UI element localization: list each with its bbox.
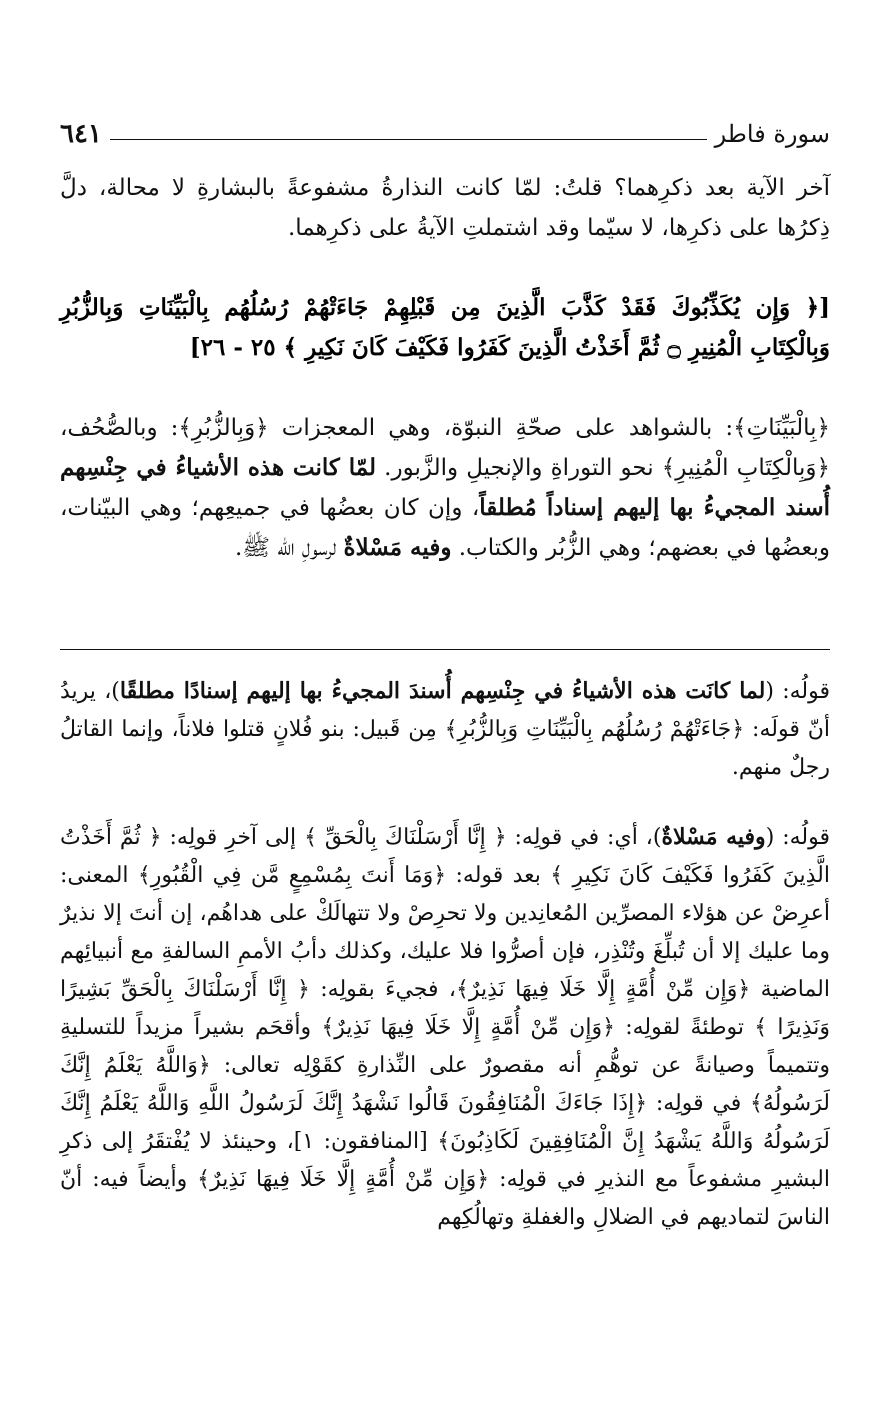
commentary-lemma: لما كانَت هذه الأشياءُ في جِنْسِهم أُسندَ المجيءُ بها إليهم إسنادًا مطلقًا (119, 678, 766, 704)
page (60, 0, 830, 1414)
main-text (60, 168, 830, 248)
footnote-separator (60, 649, 830, 650)
main-paragraph-2 (60, 408, 830, 568)
commentary-body-2: )، أي: في قولِه: ﴿ إِنَّا أَرْسَلْنَاكَ بِالْحَقِّ ﴾ إلى آخرِ قولِه: ﴿ ثُمَّ أَخَذْتُ الَّذِينَ كَفَرُوا فَكَيْفَ كَانَ نَكِيرِ ﴾ بعد قوله: ﴿وَمَا أَنتَ بِمُسْمِعٍ مَّن فِي الْقُبُورِ﴾ المعنى: أعرِضْ عن هؤلاء المصرِّين المُعانِدين ولا تحرِصْ ولا تتهالَكْ على هداهُم، إن أنتَ إلا نذيرٌ وما عليك إلا أن تُبلِّغَ وتُنْذِر، فإن أصرُّوا فلا عليك، وكذلك دأبُ الأممِ السالفةِ مع أنبيائِهم الماضية ﴿وَإِن مِّنْ أُمَّةٍ إِلَّا خَلَا فِيهَا نَذِيرٌ﴾، فجيءَ بقولِه: ﴿ إِنَّا أَرْسَلْنَاكَ بِالْحَقِّ بَشِيرًا وَنَذِيرًا ﴾ توطئةً لقولِه: ﴿وَإِن مِّنْ أُمَّةٍ إِلَّا خَلَا فِيهَا نَذِيرٌ﴾ وأقحَم بشيراً مزيداً للتسليةِ وتتميماً وصيانةً عن توهُّمِ أنه مقصورٌ على النِّذارةِ كقَوْلِه تعالى: ﴿وَاللَّهُ يَعْلَمُ إِنَّكَ لَرَسُولُهُ﴾ في قولِه: ﴿إِذَا جَاءَكَ الْمُنَافِقُونَ قَالُوا نَشْهَدُ إِنَّكَ لَرَسُولُ اللَّهِ وَاللَّهُ يَعْلَمُ إِنَّكَ لَرَسُولُهُ وَاللَّهُ يَشْهَدُ إِنَّ الْمُنَافِقِينَ لَكَاذِبُونَ﴾ [المنافقون: ١]، وحينئذ لا يُفْتقَرُ إلى ذكرِ البشيرِ مشفوعاً مع النذيرِ في قولِه: ﴿وَإِن مِّنْ أُمَّةٍ إِلَّا خَلَا فِيهَا نَذِيرٌ﴾ وأيضاً فيه: أنّ الناسَ لتماديهم في الضلالِ والغفلةِ وتهالُكِهم (60, 825, 831, 1230)
verse-block (60, 288, 830, 368)
header-rule (110, 139, 707, 140)
commentary-paragraph-2 (60, 818, 830, 1237)
surah-title: سورة فاطر (714, 120, 830, 148)
bold-phrase-1: لمّا كانت هذه الأشياءُ في جِنْسِهم أُسند المجيءُ بها إليهم إسناداً مُطلقاً (60, 454, 830, 521)
commentary-1 (60, 672, 830, 787)
commentary-lemma-2: وفيه مَسْلاةٌ (661, 824, 766, 850)
gloss-text-3: لرسولِ الله ﷺ. (234, 535, 344, 561)
commentary-lead: قولُه: ( (765, 679, 830, 704)
gloss-text: ﴿بِالْبَيِّنَاتِ﴾: بالشواهد على صحّةِ النبوّة، وهي المعجزات ﴿وَبِالزُّبُرِ﴾: وبالصُّحُف، ﴿وَبِالْكِتَابِ الْمُنِيرِ﴾ نحو التوراةِ والإنجيلِ والزَّبور. (60, 415, 830, 481)
main-text-2 (60, 408, 830, 568)
commentary-paragraph-1 (60, 672, 830, 787)
gloss-text-2: ، وإن كان بعضُها في جميعِهم؛ وهي البيّنات، وبعضُها في بعضهم؛ وهي الزُّبُر والكتاب. (60, 495, 830, 561)
commentary-2 (60, 818, 830, 1237)
commentary-lead-2: قولُه: ( (765, 825, 831, 850)
quran-verse: [﴿ وَإِن يُكَذِّبُوكَ فَقَدْ كَذَّبَ الَّذِينَ مِن قَبْلِهِمْ جَاءَتْهُمْ رُسُلُهُم بِالْبَيِّنَاتِ وَبِالزُّبُرِ وَبِالْكِتَابِ الْمُنِيرِ ۝ ثُمَّ أَخَذْتُ الَّذِينَ كَفَرُوا فَكَيْفَ كَانَ نَكِيرِ ﴾ ٢٥ - ٢٦] (60, 294, 830, 361)
running-header (60, 108, 830, 148)
main-paragraph-1: آخر الآية بعد ذكرِهما؟ قلتُ: لمّا كانت النذارةُ مشفوعةً بالبشارةِ لا محالة، دلَّ ذِكرُها على ذكرِها، لا سيّما وقد اشتملتِ الآيةُ على ذكرِهما. (60, 175, 830, 241)
bold-phrase-2: وفيه مَسْلاةٌ (343, 534, 452, 561)
page-number: ٦٤١ (60, 119, 102, 149)
commentary-body: )، يريدُ أنّ قولَه: ﴿جَاءَتْهُمْ رُسُلُهُم بِالْبَيِّنَاتِ وَبِالزُّبُرِ﴾ مِن قَبيل: بنو فُلانٍ قتلوا فلاناً، وإنما القاتلُ رجلٌ منهم. (60, 679, 830, 780)
